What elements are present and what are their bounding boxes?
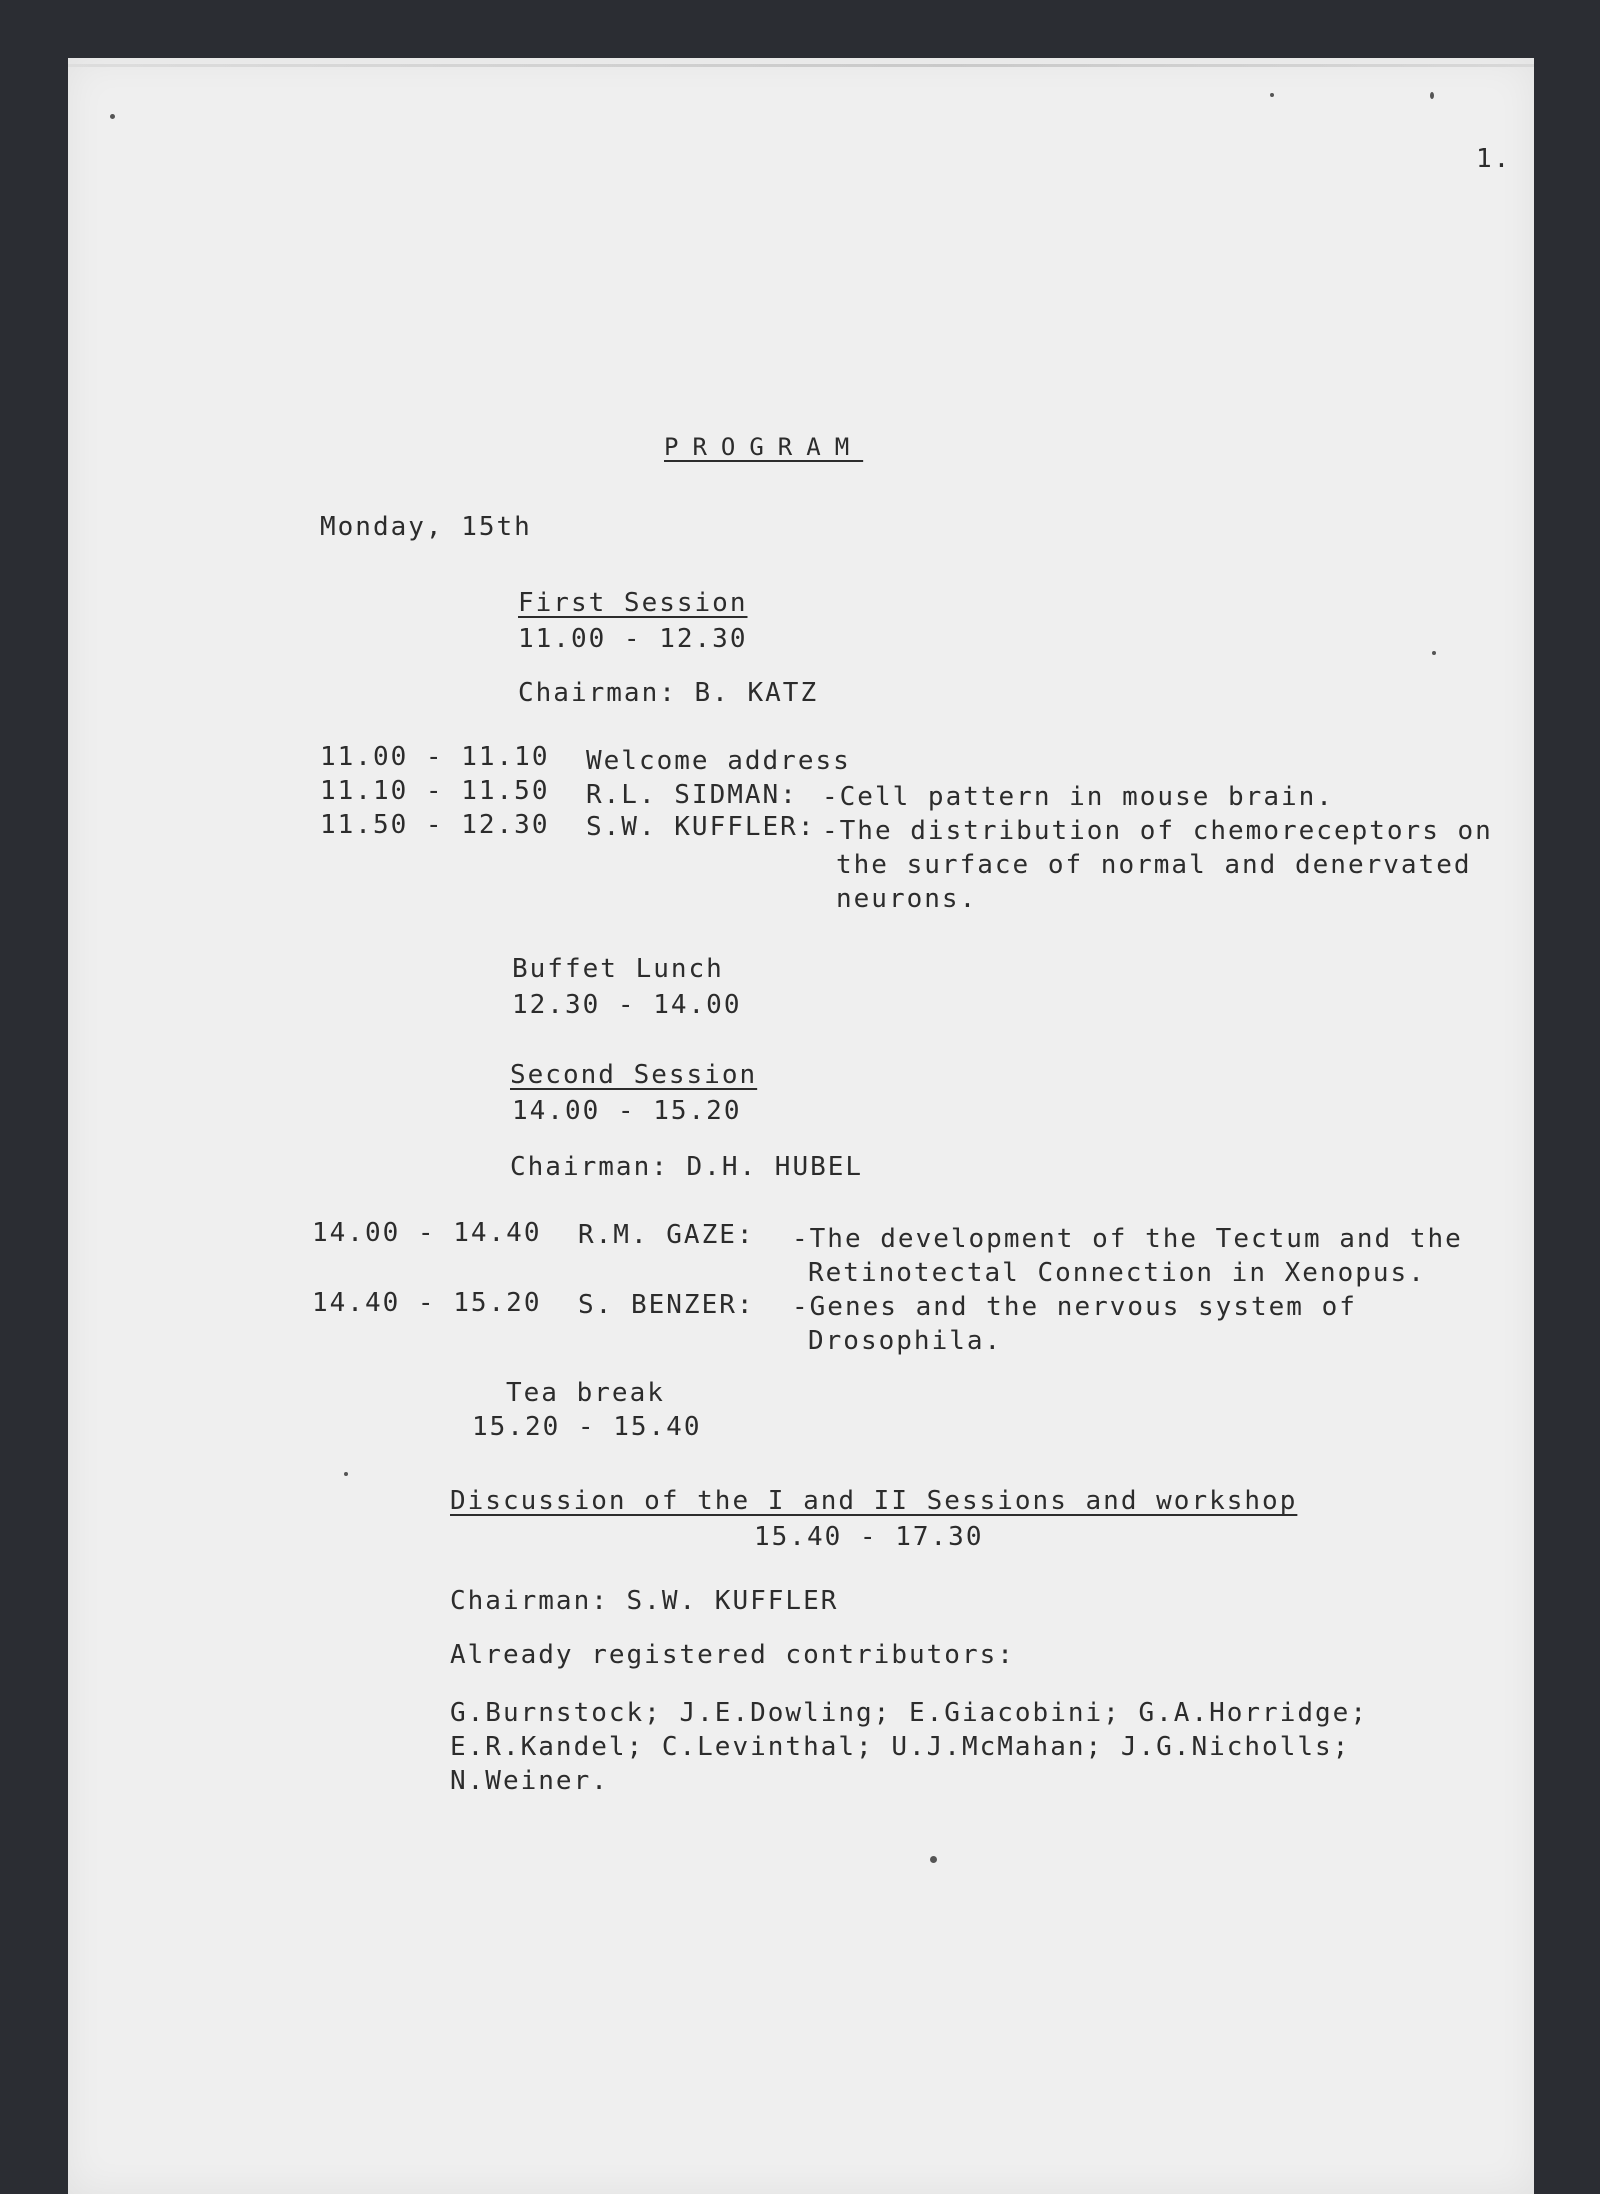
- discussion-time: 15.40 - 17.30: [754, 1522, 984, 1552]
- discussion-heading: Discussion of the I and II Sessions and workshop: [450, 1486, 1298, 1516]
- schedule-speaker: R.L. SIDMAN:: [586, 780, 798, 810]
- second-session-chairman: Chairman: D.H. HUBEL: [510, 1152, 864, 1182]
- speck: [1430, 92, 1434, 99]
- second-session-time: 14.00 - 15.20: [512, 1096, 742, 1126]
- contributors-line: G.Burnstock; J.E.Dowling; E.Giacobini; G.A.Horridge;: [450, 1698, 1368, 1728]
- first-session-heading: First Session: [518, 588, 748, 618]
- day-heading: Monday, 15th: [320, 512, 532, 542]
- lunch-time: 12.30 - 14.00: [512, 990, 742, 1020]
- second-session-heading: Second Session: [510, 1060, 758, 1090]
- schedule-speaker: Welcome address: [586, 746, 851, 776]
- document-page: [68, 58, 1534, 2194]
- schedule-speaker: R.M. GAZE:: [578, 1220, 755, 1250]
- page-number: 1.: [1476, 144, 1512, 174]
- schedule-topic-continued: Retinotectal Connection in Xenopus.: [808, 1258, 1426, 1288]
- schedule-topic-continued: the surface of normal and denervated: [836, 850, 1472, 880]
- schedule-time: 14.40 - 15.20: [312, 1288, 542, 1318]
- first-session-chairman: Chairman: B. KATZ: [518, 678, 819, 708]
- schedule-speaker: S.W. KUFFLER:: [586, 812, 816, 842]
- tea-label: Tea break: [506, 1378, 665, 1408]
- page-title: PROGRAM: [664, 433, 864, 461]
- speck: [344, 1472, 348, 1476]
- tea-time: 15.20 - 15.40: [472, 1412, 702, 1442]
- page-top-edge: [68, 64, 1534, 67]
- speck: [930, 1856, 937, 1863]
- schedule-time: 11.10 - 11.50: [320, 776, 550, 806]
- speck: [1270, 93, 1274, 97]
- schedule-topic: -Cell pattern in mouse brain.: [822, 782, 1334, 812]
- schedule-time: 14.00 - 14.40: [312, 1218, 542, 1248]
- schedule-topic: -The development of the Tectum and the: [792, 1224, 1463, 1254]
- schedule-topic-continued: Drosophila.: [808, 1326, 1003, 1356]
- contributors-label: Already registered contributors:: [450, 1640, 1015, 1670]
- speck: [1432, 651, 1436, 655]
- contributors-line: E.R.Kandel; C.Levinthal; U.J.McMahan; J.G.Nicholls;: [450, 1732, 1351, 1762]
- lunch-label: Buffet Lunch: [512, 954, 724, 984]
- discussion-chairman: Chairman: S.W. KUFFLER: [450, 1586, 839, 1616]
- schedule-topic-continued: neurons.: [836, 884, 978, 914]
- first-session-time: 11.00 - 12.30: [518, 624, 748, 654]
- schedule-time: 11.00 - 11.10: [320, 742, 550, 772]
- contributors-line: N.Weiner.: [450, 1766, 609, 1796]
- schedule-time: 11.50 - 12.30: [320, 810, 550, 840]
- schedule-topic: -Genes and the nervous system of: [792, 1292, 1357, 1322]
- speck: [110, 114, 115, 119]
- schedule-speaker: S. BENZER:: [578, 1290, 755, 1320]
- schedule-topic: -The distribution of chemoreceptors on: [822, 816, 1493, 846]
